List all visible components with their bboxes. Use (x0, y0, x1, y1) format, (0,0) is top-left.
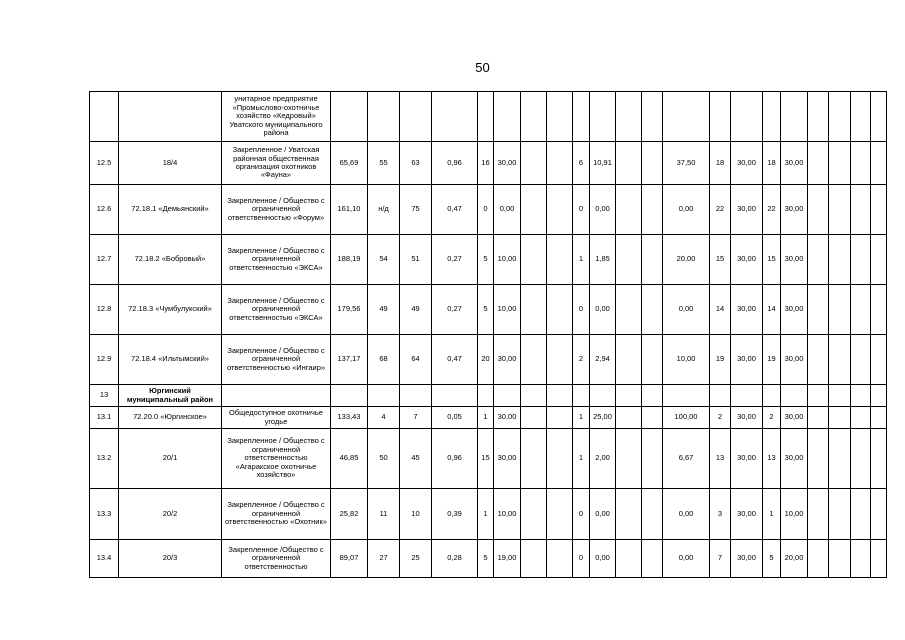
table-cell (851, 185, 871, 235)
table-cell (829, 235, 851, 285)
table-cell: 2 (573, 335, 590, 385)
table-cell (521, 429, 547, 489)
table-cell (642, 407, 663, 429)
table-cell: 19 (763, 335, 781, 385)
table-cell (521, 385, 547, 407)
table-cell: 30,00 (731, 489, 763, 540)
table-cell (851, 489, 871, 540)
table-cell: Закрепленное / Общество с ограниченной ответственностью «ЭКСА» (222, 285, 331, 335)
table-cell: Закрепленное / Общество с ограниченной ответственностью «Форум» (222, 185, 331, 235)
table-cell: 20/1 (119, 429, 222, 489)
table-cell: 30,00 (731, 285, 763, 335)
table-cell: 0,47 (432, 335, 478, 385)
table-cell: 30,00 (781, 429, 808, 489)
table-cell: 0,00 (590, 540, 616, 578)
table-cell (763, 92, 781, 142)
table-cell: 1,85 (590, 235, 616, 285)
table-cell (616, 185, 642, 235)
table-cell: 1 (478, 407, 494, 429)
table-row (90, 285, 887, 335)
table-cell: 10,00 (494, 235, 521, 285)
table-cell: 30,00 (781, 335, 808, 385)
table-cell (331, 92, 368, 142)
table-cell (547, 385, 573, 407)
table-cell: 72.18.1 «Демьянский» (119, 185, 222, 235)
table-cell: 100,00 (663, 407, 710, 429)
table-cell (547, 285, 573, 335)
table-cell: 188,19 (331, 235, 368, 285)
table-cell (119, 92, 222, 142)
table-cell: 0,96 (432, 142, 478, 185)
table-cell: 1 (573, 235, 590, 285)
table-cell (222, 385, 331, 407)
table-cell (663, 92, 710, 142)
table-cell (871, 142, 887, 185)
table-cell: 13.2 (90, 429, 119, 489)
table-cell (616, 285, 642, 335)
table-cell (616, 142, 642, 185)
table-row (90, 92, 887, 142)
table-cell (642, 185, 663, 235)
table-cell: 0,39 (432, 489, 478, 540)
table-cell (521, 285, 547, 335)
table-cell (521, 540, 547, 578)
table-cell (521, 335, 547, 385)
table-cell (851, 142, 871, 185)
table-cell (851, 335, 871, 385)
table-cell: 0,00 (494, 185, 521, 235)
table-cell: 2 (763, 407, 781, 429)
table-cell: 1 (573, 429, 590, 489)
table-cell (400, 92, 432, 142)
table-cell: 13.4 (90, 540, 119, 578)
table-cell: 12.9 (90, 335, 119, 385)
table-cell: 10,00 (663, 335, 710, 385)
table-cell (432, 92, 478, 142)
table-cell (590, 385, 616, 407)
table-cell: 0,00 (590, 489, 616, 540)
table-cell: 10,91 (590, 142, 616, 185)
table-cell: 22 (710, 185, 731, 235)
table-cell: 13.3 (90, 489, 119, 540)
table-cell (642, 92, 663, 142)
table-cell: 37,50 (663, 142, 710, 185)
table-row (90, 429, 887, 489)
table-cell (871, 285, 887, 335)
table-cell: 13 (763, 429, 781, 489)
table-cell: 12.7 (90, 235, 119, 285)
table-cell: 50 (368, 429, 400, 489)
table-cell (871, 489, 887, 540)
table-cell: 2 (710, 407, 731, 429)
table-cell: Закрепленное / Уватская районная общественная организация охотников «Фауна» (222, 142, 331, 185)
table-cell (547, 235, 573, 285)
table-cell: 1 (478, 489, 494, 540)
table-cell: 18 (763, 142, 781, 185)
table-cell: 1 (573, 407, 590, 429)
table-cell: 30,00 (781, 185, 808, 235)
table-cell: 6,67 (663, 429, 710, 489)
table-cell (829, 429, 851, 489)
table-cell (521, 407, 547, 429)
table-cell (871, 540, 887, 578)
table-cell (547, 540, 573, 578)
table-cell: 30,00 (731, 407, 763, 429)
table-cell: 137,17 (331, 335, 368, 385)
table-cell: Юргинский муниципальный район (119, 385, 222, 407)
table-cell (642, 335, 663, 385)
table-cell: 22 (763, 185, 781, 235)
table-cell: 0 (573, 489, 590, 540)
table-cell: 30,00 (731, 142, 763, 185)
table-cell: 7 (400, 407, 432, 429)
table-cell (871, 385, 887, 407)
table-cell: 54 (368, 235, 400, 285)
table-cell: 15 (478, 429, 494, 489)
table-cell: 3 (710, 489, 731, 540)
table-cell: 10,00 (494, 489, 521, 540)
table-cell (616, 235, 642, 285)
table-cell (547, 92, 573, 142)
table-cell: 0,00 (590, 285, 616, 335)
table-cell: 13 (710, 429, 731, 489)
table-cell (547, 335, 573, 385)
table-cell (547, 185, 573, 235)
table-cell: н/д (368, 185, 400, 235)
table-cell (478, 385, 494, 407)
table-row (90, 540, 887, 578)
table-cell: 5 (763, 540, 781, 578)
table-cell (851, 540, 871, 578)
table-cell: Закрепленное / Общество с ограниченной ответственностью «ЭКСА» (222, 235, 331, 285)
table-cell: 25 (400, 540, 432, 578)
table-cell (808, 92, 829, 142)
table-cell (829, 407, 851, 429)
table-cell: 25,00 (590, 407, 616, 429)
table-cell (829, 142, 851, 185)
table-cell: 0 (478, 185, 494, 235)
table-cell (642, 235, 663, 285)
table-cell: 19,00 (494, 540, 521, 578)
table-cell (616, 92, 642, 142)
table-cell (808, 185, 829, 235)
table-cell (871, 92, 887, 142)
table-cell (710, 385, 731, 407)
table-cell: 30,00 (731, 335, 763, 385)
table-cell (851, 92, 871, 142)
table-cell (521, 185, 547, 235)
table-cell: 30,00 (781, 142, 808, 185)
table-cell: 0 (573, 540, 590, 578)
table-cell (547, 489, 573, 540)
table-cell: 30,00 (494, 142, 521, 185)
table-cell: 11 (368, 489, 400, 540)
table-cell: 30,00 (731, 429, 763, 489)
table-cell (494, 385, 521, 407)
table-cell (808, 407, 829, 429)
table-cell: 30,00 (494, 407, 521, 429)
table-cell: 72.18.4 «Ильтымский» (119, 335, 222, 385)
table-cell (829, 92, 851, 142)
table-cell (808, 335, 829, 385)
table-cell: 0,00 (590, 185, 616, 235)
table-cell: 179,56 (331, 285, 368, 335)
table-cell: 10,00 (494, 285, 521, 335)
table-cell: 0 (573, 285, 590, 335)
table-cell (829, 185, 851, 235)
table-cell (871, 429, 887, 489)
table-cell: 15 (763, 235, 781, 285)
table-cell: 0,05 (432, 407, 478, 429)
table-cell: 10,00 (781, 489, 808, 540)
table-cell: 18/4 (119, 142, 222, 185)
table-cell: 0,00 (663, 285, 710, 335)
table-cell: 46,85 (331, 429, 368, 489)
table-cell (851, 285, 871, 335)
table-cell: 133,43 (331, 407, 368, 429)
table-cell: 0,00 (663, 540, 710, 578)
table-cell: 20/2 (119, 489, 222, 540)
table-cell: 64 (400, 335, 432, 385)
table-cell: 0,00 (663, 489, 710, 540)
table-cell: 55 (368, 142, 400, 185)
table-cell: 27 (368, 540, 400, 578)
table-cell (871, 185, 887, 235)
table-cell: 30,00 (781, 235, 808, 285)
table-cell: 30,00 (731, 540, 763, 578)
table-cell (616, 429, 642, 489)
table-cell (521, 92, 547, 142)
table-cell (808, 235, 829, 285)
table-cell: 68 (368, 335, 400, 385)
table-cell: 16 (478, 142, 494, 185)
table-cell: 30,00 (781, 285, 808, 335)
table-cell: 0,27 (432, 285, 478, 335)
table-cell (851, 385, 871, 407)
table-cell (808, 429, 829, 489)
table-cell (781, 385, 808, 407)
table-cell: 15 (710, 235, 731, 285)
table-cell (829, 335, 851, 385)
table-cell (521, 489, 547, 540)
table-row (90, 235, 887, 285)
table-cell (829, 489, 851, 540)
table-row (90, 335, 887, 385)
table-cell: 89,07 (331, 540, 368, 578)
page-number: 50 (475, 60, 490, 75)
table-cell: 72.18.3 «Чумбулукский» (119, 285, 222, 335)
table-section-row (90, 385, 887, 407)
table-cell (829, 540, 851, 578)
table-cell: 14 (710, 285, 731, 335)
table-cell: 30,00 (781, 407, 808, 429)
table-cell: 30,00 (494, 429, 521, 489)
table-cell: 13.1 (90, 407, 119, 429)
table-row (90, 142, 887, 185)
hunting-grounds-table (89, 91, 887, 578)
table-cell (590, 92, 616, 142)
table-cell (547, 429, 573, 489)
table-cell: 51 (400, 235, 432, 285)
table-cell (808, 385, 829, 407)
table-cell (616, 385, 642, 407)
table-cell (573, 385, 590, 407)
table-cell: Закрепленное / Общество с ограниченной ответственностью «Ингаир» (222, 335, 331, 385)
table-cell (763, 385, 781, 407)
table-cell (808, 142, 829, 185)
table-cell: Общедоступное охотничье угодье (222, 407, 331, 429)
table-cell: 12.8 (90, 285, 119, 335)
table-row (90, 489, 887, 540)
table-cell: 18 (710, 142, 731, 185)
table-cell: 7 (710, 540, 731, 578)
table-cell: 30,00 (494, 335, 521, 385)
table-cell: 19 (710, 335, 731, 385)
table-cell: 72.20.0 «Юргинское» (119, 407, 222, 429)
table-cell (710, 92, 731, 142)
table-cell (494, 92, 521, 142)
table-cell (573, 92, 590, 142)
table-cell (642, 285, 663, 335)
table-cell: Закрепленное / Общество с ограниченной ответственностью «Охотник» (222, 489, 331, 540)
table-cell (642, 489, 663, 540)
table-cell (851, 429, 871, 489)
table-cell (432, 385, 478, 407)
table-cell: 5 (478, 235, 494, 285)
table-cell: 25,82 (331, 489, 368, 540)
table-cell (829, 385, 851, 407)
table-cell (851, 235, 871, 285)
table-cell (616, 335, 642, 385)
table-cell (90, 92, 119, 142)
table-cell: 45 (400, 429, 432, 489)
table-cell: 14 (763, 285, 781, 335)
table-cell (851, 407, 871, 429)
table-cell: 13 (90, 385, 119, 407)
table-cell: 5 (478, 285, 494, 335)
table-cell (642, 142, 663, 185)
table-cell (808, 540, 829, 578)
table-cell (521, 142, 547, 185)
table-cell: 0,27 (432, 235, 478, 285)
table-cell: 30,00 (731, 235, 763, 285)
table-cell (616, 489, 642, 540)
table-cell: 0,96 (432, 429, 478, 489)
table-cell: 1 (763, 489, 781, 540)
table-cell (808, 285, 829, 335)
table-cell (642, 540, 663, 578)
table-cell: 63 (400, 142, 432, 185)
table-cell (331, 385, 368, 407)
table-cell (368, 92, 400, 142)
table-cell: 49 (400, 285, 432, 335)
table-cell (642, 385, 663, 407)
table-cell: Закрепленное / Общество с ограниченной ответственностью «Агаракское охотничье хозяйство» (222, 429, 331, 489)
table-cell: 65,69 (331, 142, 368, 185)
table-cell (547, 142, 573, 185)
table-cell (616, 407, 642, 429)
table-cell: 4 (368, 407, 400, 429)
table-cell (871, 407, 887, 429)
table-cell: 72.18.2 «Бобровый» (119, 235, 222, 285)
table-cell (731, 92, 763, 142)
table-cell: 20,00 (781, 540, 808, 578)
table-cell: 12.6 (90, 185, 119, 235)
table-cell (663, 385, 710, 407)
table-cell: 75 (400, 185, 432, 235)
table-cell (781, 92, 808, 142)
table-cell (478, 92, 494, 142)
table-cell (616, 540, 642, 578)
table-cell (808, 489, 829, 540)
table-cell: 0 (573, 185, 590, 235)
table-cell: 2,00 (590, 429, 616, 489)
table-cell: 5 (478, 540, 494, 578)
table-cell: 0,28 (432, 540, 478, 578)
table-cell: 10 (400, 489, 432, 540)
table-cell (642, 429, 663, 489)
table-cell: 161,10 (331, 185, 368, 235)
table-cell (871, 235, 887, 285)
table-cell (400, 385, 432, 407)
table-cell: 20,00 (663, 235, 710, 285)
table-cell: унитарное предприятие «Промыслово-охотничье хозяйство «Кедровый» Уватского муниципального района (222, 92, 331, 142)
table-cell: 12.5 (90, 142, 119, 185)
table-cell (871, 335, 887, 385)
table-cell: 49 (368, 285, 400, 335)
table-cell: 0,00 (663, 185, 710, 235)
table-cell (731, 385, 763, 407)
table-cell: 0,47 (432, 185, 478, 235)
table-cell: 6 (573, 142, 590, 185)
table-row (90, 407, 887, 429)
table-cell: 20/3 (119, 540, 222, 578)
table-cell (547, 407, 573, 429)
table-cell: 30,00 (731, 185, 763, 235)
table-row (90, 185, 887, 235)
table-cell (521, 235, 547, 285)
table-cell (368, 385, 400, 407)
table-cell: 2,94 (590, 335, 616, 385)
table-cell (829, 285, 851, 335)
table-cell: 20 (478, 335, 494, 385)
table-cell: Закрепленное /Общество с ограниченной ответственностью (222, 540, 331, 578)
